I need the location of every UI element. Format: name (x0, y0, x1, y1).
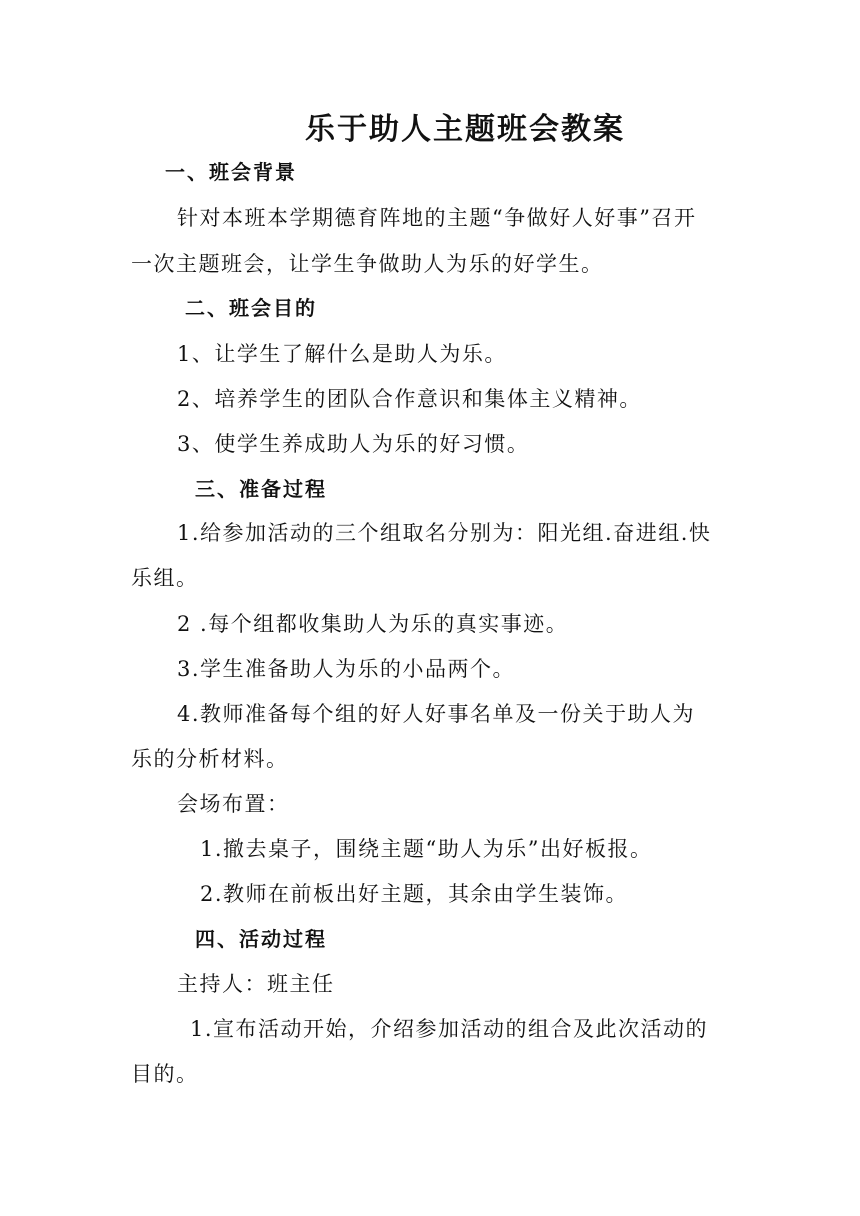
list-item-continuation: 目的。 (131, 1062, 199, 1086)
paragraph-line: 针对本班本学期德育阵地的主题“争做好人好事”召开 (177, 206, 697, 230)
venue-label: 会场布置： (177, 792, 290, 816)
list-item: 4.教师准备每个组的好人好事名单及一份关于助人为 (177, 702, 696, 726)
list-item: 2 .每个组都收集助人为乐的真实事迹。 (177, 612, 569, 636)
host-line: 主持人：班主任 (177, 972, 335, 996)
section-heading-background: 一、班会背景 (165, 160, 297, 184)
list-item: 2.教师在前板出好主题，其余由学生装饰。 (200, 882, 629, 906)
page-title: 乐于助人主题班会教案 (305, 112, 625, 147)
paragraph-line: 一次主题班会，让学生争做助人为乐的好学生。 (131, 252, 604, 276)
list-item-continuation: 乐的分析材料。 (131, 747, 289, 771)
list-item-continuation: 乐组。 (131, 566, 199, 590)
list-item: 1.给参加活动的三个组取名分别为：阳光组.奋进组.快 (177, 521, 712, 545)
list-item: 1.撤去桌子，围绕主题“助人为乐”出好板报。 (200, 837, 653, 861)
list-item: 2、培养学生的团队合作意识和集体主义精神。 (177, 387, 642, 411)
section-heading-activity: 四、活动过程 (195, 927, 327, 951)
list-item: 1、让学生了解什么是助人为乐。 (177, 342, 507, 366)
list-item: 1.宣布活动开始，介绍参加活动的组合及此次活动的 (190, 1017, 709, 1041)
list-item: 3.学生准备助人为乐的小品两个。 (177, 657, 516, 681)
section-heading-preparation: 三、准备过程 (195, 477, 327, 501)
list-item: 3、使学生养成助人为乐的好习惯。 (177, 432, 530, 456)
section-heading-goals: 二、班会目的 (185, 296, 317, 320)
